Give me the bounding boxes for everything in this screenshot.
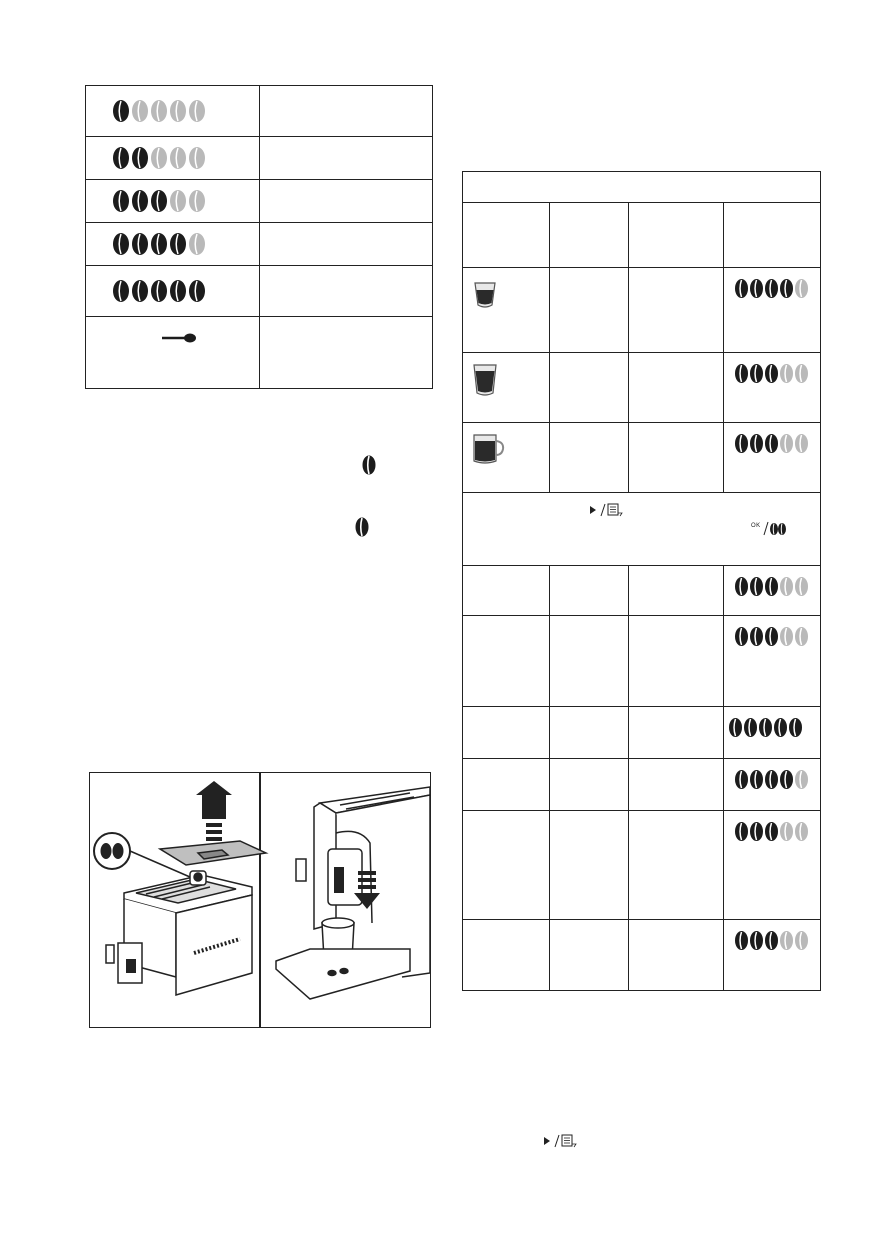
table-row	[463, 707, 821, 759]
strength-3-beans-icon	[112, 189, 212, 213]
strength-beans-icon	[734, 363, 814, 385]
coffee-glass-icon	[471, 362, 499, 398]
header-beverage	[463, 203, 550, 268]
measuring-scoop-icon	[160, 331, 200, 345]
single-bean-icon	[362, 455, 376, 475]
strength-2-cell	[86, 137, 260, 180]
play-menu-icon	[589, 502, 625, 518]
machine-illustration	[90, 773, 430, 1027]
strength-2-label	[260, 137, 433, 180]
ok-beans-icon	[762, 521, 812, 537]
strength-5-label	[260, 266, 433, 317]
strength-beans-icon	[734, 769, 814, 791]
strength-4-cell	[86, 223, 260, 266]
strength-beans-icon	[734, 433, 814, 455]
strength-4-beans-icon	[112, 232, 212, 256]
mug-icon	[471, 431, 505, 467]
strength-beans-icon	[734, 576, 814, 598]
espresso-cup-icon	[471, 279, 499, 311]
strength-beans-icon	[734, 821, 814, 843]
single-bean-icon	[355, 517, 369, 537]
pre-ground-label	[260, 317, 433, 389]
header-programmable-quantity	[629, 203, 724, 268]
table-row	[463, 423, 821, 493]
strength-1-beans-icon	[112, 99, 212, 123]
strength-beans-icon	[728, 717, 808, 739]
coffee-strength-table	[85, 85, 433, 389]
strength-5-beans-icon	[112, 279, 212, 303]
coffee-machine-dispensing-illustration	[276, 787, 430, 999]
strength-beans-icon	[734, 626, 814, 648]
ok-label: OK	[751, 523, 761, 529]
strength-1-cell	[86, 86, 260, 137]
table-row	[463, 268, 821, 353]
strength-3-cell	[86, 180, 260, 223]
illustration-figure	[89, 772, 431, 1028]
table-row	[463, 920, 821, 991]
header-quantity	[549, 203, 629, 268]
play-menu-icon	[543, 1133, 579, 1149]
note-row	[463, 493, 821, 566]
table-row	[463, 566, 821, 616]
table-row	[463, 616, 821, 707]
header-strength	[724, 203, 821, 268]
table-row	[463, 759, 821, 811]
beverage-table-title	[463, 172, 821, 203]
table-row	[463, 811, 821, 920]
bean-container-lid-removal-illustration	[94, 781, 266, 995]
strength-beans-icon	[734, 930, 814, 952]
strength-5-cell	[86, 266, 260, 317]
strength-beans-icon	[734, 278, 814, 300]
strength-3-label	[260, 180, 433, 223]
beverage-table	[462, 171, 821, 991]
pre-ground-cell	[86, 317, 260, 389]
strength-2-beans-icon	[112, 146, 212, 170]
table-row	[463, 353, 821, 423]
strength-1-label	[260, 86, 433, 137]
strength-4-label	[260, 223, 433, 266]
